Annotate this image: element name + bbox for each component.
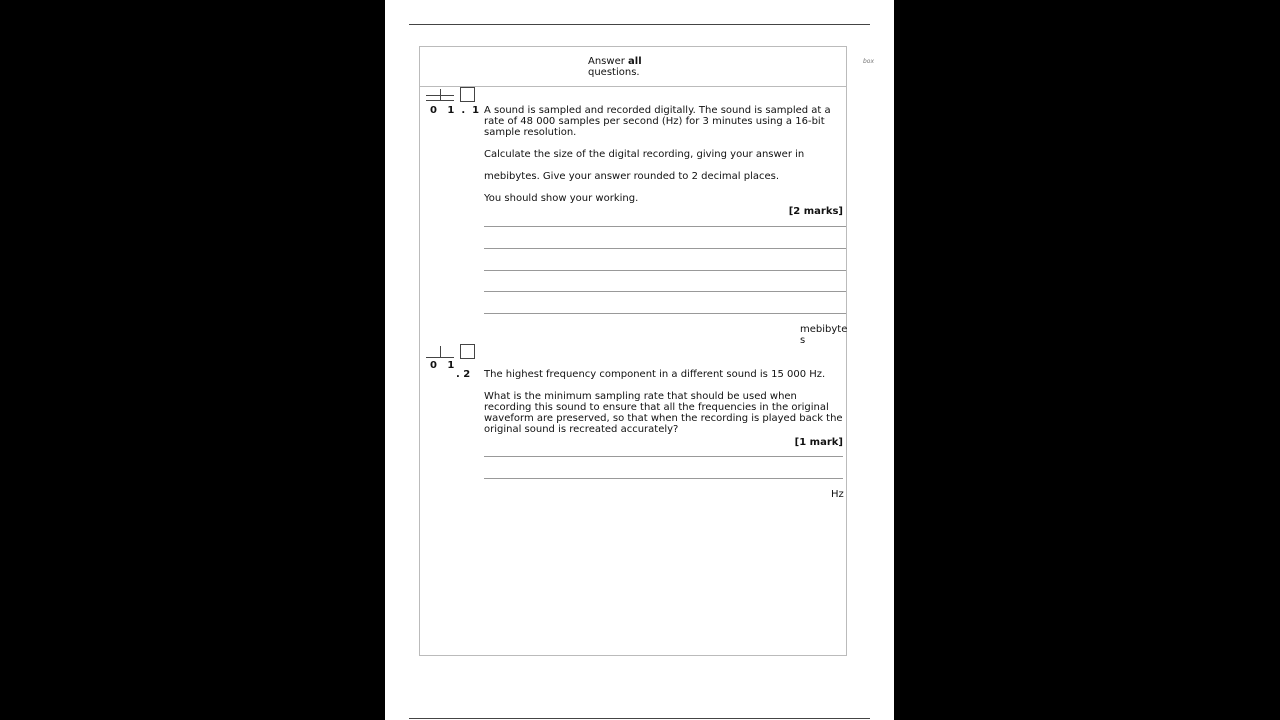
instruction (588, 56, 642, 78)
q1-digit: 1 (472, 105, 480, 116)
q1-unit-line1: mebibyte (800, 324, 848, 335)
q2-marks: [1 mark] (794, 437, 843, 448)
q1-number-divider (440, 89, 441, 100)
margin-label: box (863, 58, 875, 65)
q1-calc-line2: mebibytes. Give your answer rounded to 2 decimal places. (484, 171, 780, 182)
header-separator (419, 86, 846, 87)
answer-line[interactable] (484, 248, 846, 249)
q2-number-line (426, 357, 454, 358)
q2-text: The highest frequency component in a different sound is 15 000 Hz. (484, 369, 826, 380)
bottom-rule (409, 718, 870, 719)
q2-number-divider (440, 346, 441, 357)
instruction-text-2: questions. (588, 67, 640, 78)
q1-checkbox[interactable] (460, 87, 475, 102)
q2-subnumber: . 2 (456, 369, 471, 380)
answer-line[interactable] (484, 226, 846, 227)
answer-line[interactable] (484, 291, 846, 292)
top-rule (409, 24, 870, 25)
answer-line[interactable] (484, 478, 843, 479)
q1-digit: 1 (447, 105, 455, 116)
q1-number (430, 105, 479, 116)
q2-digit: 0 (430, 360, 437, 371)
answer-line[interactable] (484, 270, 846, 271)
instruction-text: Answer (588, 56, 629, 67)
q1-number-line-2 (426, 100, 454, 101)
instruction-bold: all (628, 56, 642, 67)
q1-dot: . (461, 105, 466, 116)
q1-calc-line1: Calculate the size of the digital recording, giving your answer in (484, 149, 805, 160)
q2-number (430, 360, 454, 371)
q2-question: What is the minimum sampling rate that should be used when recording this sound to ensure that all the frequencies in the original waveform are preserved, so that when the recording is played back the original sound is recreated accurately? (484, 391, 843, 435)
q1-text: A sound is sampled and recorded digitally. The sound is sampled at a rate of 48 000 samples per second (Hz) for 3 minutes using a 16-bit sample resolution. (484, 105, 831, 138)
q2-unit: Hz (831, 489, 844, 500)
q1-unit-line2: s (800, 335, 806, 346)
q1-digit: 0 (430, 105, 437, 116)
q2-digit: 1 (447, 360, 455, 371)
q2-checkbox[interactable] (460, 344, 475, 359)
q1-working: You should show your working. (484, 193, 639, 204)
answer-line[interactable] (484, 313, 846, 314)
q1-unit (800, 324, 847, 346)
answer-line[interactable] (484, 456, 843, 457)
q1-marks: [2 marks] (788, 206, 843, 217)
